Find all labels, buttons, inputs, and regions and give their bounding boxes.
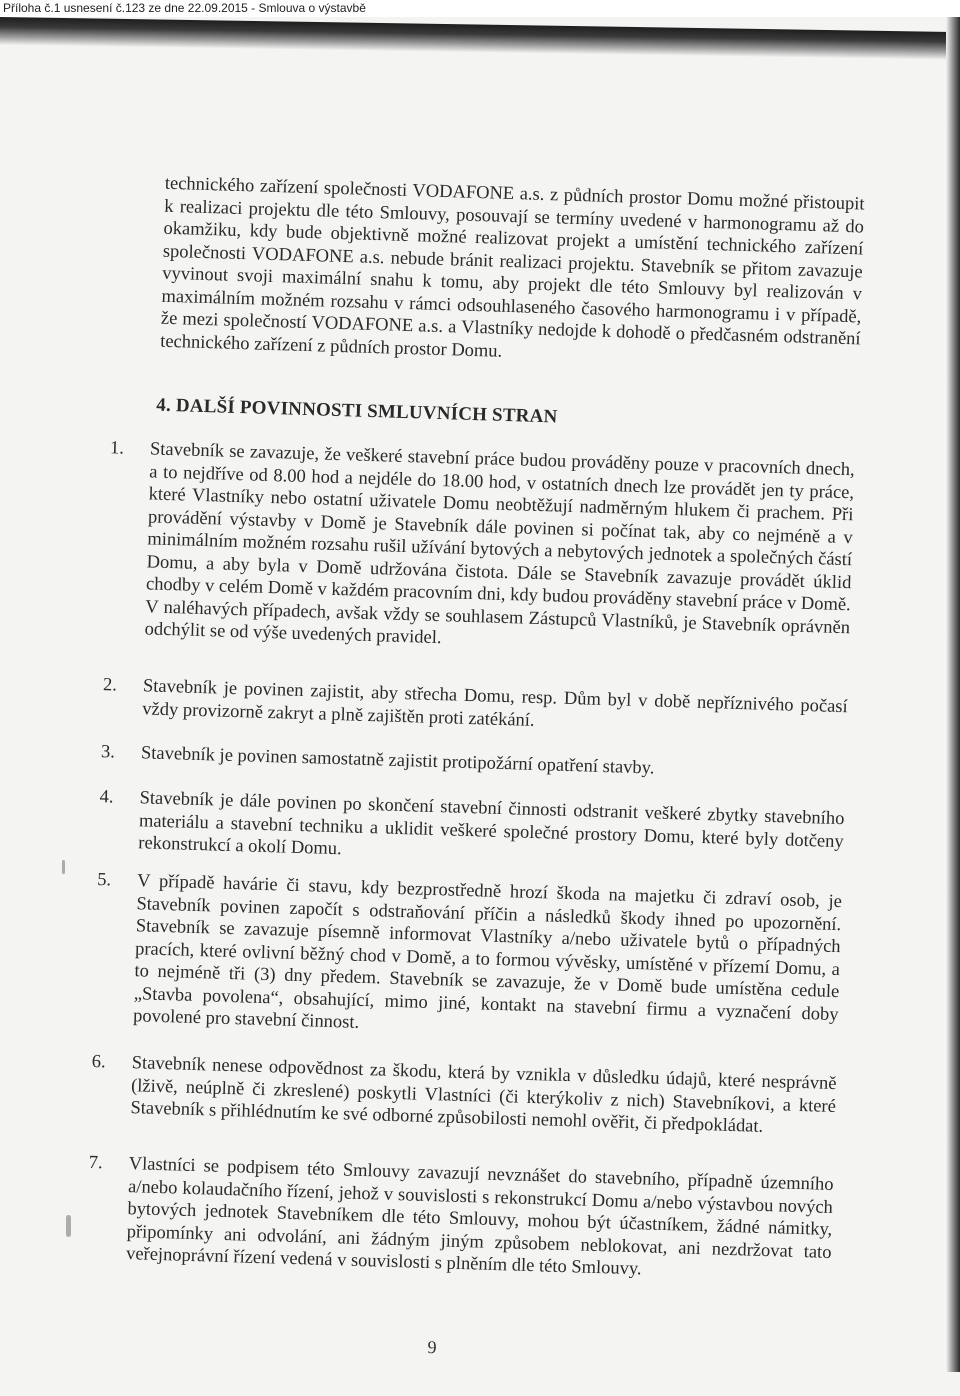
item-number: 7. xyxy=(88,1152,103,1174)
item-number: 3. xyxy=(100,742,116,763)
list-item xyxy=(104,437,858,679)
item-text: Stavebník je povinen samostatně zajistit protipožární opatření stavby. xyxy=(140,743,655,779)
item-number: 5. xyxy=(96,870,112,891)
item-number: 1. xyxy=(109,438,125,459)
header-title: Příloha č.1 usnesení č.123 ze dne 22.09.2015 - Smlouva o výstavbě xyxy=(3,1,366,15)
list-item xyxy=(101,741,849,789)
item-number: 2. xyxy=(102,675,118,696)
page-number: 9 xyxy=(427,1337,437,1358)
item-text: Stavebník nenese odpovědnost za škodu, která by vznikla v důsledku údajů, které nesprávně (lživě, neúplně či zkreslené) poskytli Vlastníci (či kterýkoliv z nich) Stavebníkovi, a které Stavebník s přihlédnutím ke své odborné způsobilosti nemohl ověřit, či předpokládat. xyxy=(130,1053,837,1137)
list-item xyxy=(102,674,851,746)
section-heading: 4. DALŠÍ POVINNOSTI SMLUVNÍCH STRAN xyxy=(156,394,558,428)
list-item xyxy=(98,786,848,880)
item-number: 6. xyxy=(91,1051,106,1073)
list-item xyxy=(85,1152,837,1314)
item-text: Stavebník je dále povinen po skončení stavební činnosti odstranit veškeré zbytky stavebního materiálu a stavební techniku a uklidit veškeré společné prostory Domu, které byly dotčeny rekonstrukcí a okolí Domu. xyxy=(138,788,845,860)
intro-paragraph: technického zařízení společnosti VODAFONE a.s. z půdních prostor Domu možné přistoupit k realizaci projektu dle této Smlouvy, posouvají se termíny uvedené v harmonogramu až do okamžiku, kdy bude objektivně možné realizovat projekt a umístění technického zařízení společnosti VODAFONE a.s. nebude bránit realizaci projektu. Stavebník se přitom zavazuje vyvinout svoji maximální snahu k tomu, aby projekt dle této Smlouvy byl realizován v maximálním možném rozsahu v rámci odsouhlaseného časového harmonogramu i v případě, že mezi společností VODAFONE a.s. a Vlastníky nedojde k dohodě o předčasném odstranění technického zařízení z půdních prostor Domu. xyxy=(159,173,865,362)
item-text: Stavebník je povinen zajistit, aby střecha Domu, resp. Dům byl v době nepříznivého počasí vždy provizorně zakryt a plně zajištěn proti zatékání. xyxy=(142,676,848,731)
item-text: Vlastníci se podpisem této Smlouvy zavazují nevznášet do stavebního, případně územního a/nebo kolaudačního řízení, jehož v souvislosti s rekonstrukcí Domu a/nebo výstavbou nových bytových jednotek Stavebníkem dle této Smlouvy, mohou být účastníkem, žádné námitky, připomínky ani odvolání, ani žádným jiným způsobem neblokovat, ani nezdržovat tato veřejnoprávní řízení vedená v souvislosti s plněním dle této Smlouvy. xyxy=(125,1154,834,1280)
item-text: Stavebník se zavazuje, že veškeré stavební práce budou prováděny pouze v pracovních dnech, a to nejdříve od 8.00 hod a nejdéle do 18.00 hod, v ostatních dnech lze provádět jen ty práce, které Vlastníky nebo ostatní uživatele Domu neobtěžují nadměrným hlukem či prachem. Při provádění výstavby v Domě je Stavebník dále povinen si počínat tak, aby co nejméně a v minimálním možném rozsahu rušil užívání bytových a nebytových jednotek a společných částí Domu, a aby byla v Domě udržována čistota. Dále se Stavebník zavazuje provádět úklid chodby v celém Domě v každém pracovním dni, kdy budou prováděny stavební práce v Domě. V naléhavých případech, avšak vždy se souhlasem Zástupců Vlastníků, je Stavebník oprávněn odchýlit se od výše uvedených pravidel. xyxy=(144,439,855,649)
item-number: 4. xyxy=(99,787,114,808)
item-text: V případě havárie či stavu, kdy bezprostředně hrozí škoda na majetku či zdraví osob, je Stavebník povinen započít s odstraňování příčin a následků škody ihned po upozornění. Stavebník se zavazuje písemně informovat Vlastníky a/nebo uživatele bytů o případných pracích, které ovlivní běžný chod v Domě, a to formou vývěsky, umístěné v přízemí Domu, a to nejméně tři (3) dny předem. Stavebník se zavazuje, že v Domě bude umístěna cedule „Stavba povolena“, obsahující, mimo jiné, kontakt na stavební firmu a vyznačení doby povolené pro stavební činnost. xyxy=(132,871,843,1033)
list-item xyxy=(92,869,845,1081)
